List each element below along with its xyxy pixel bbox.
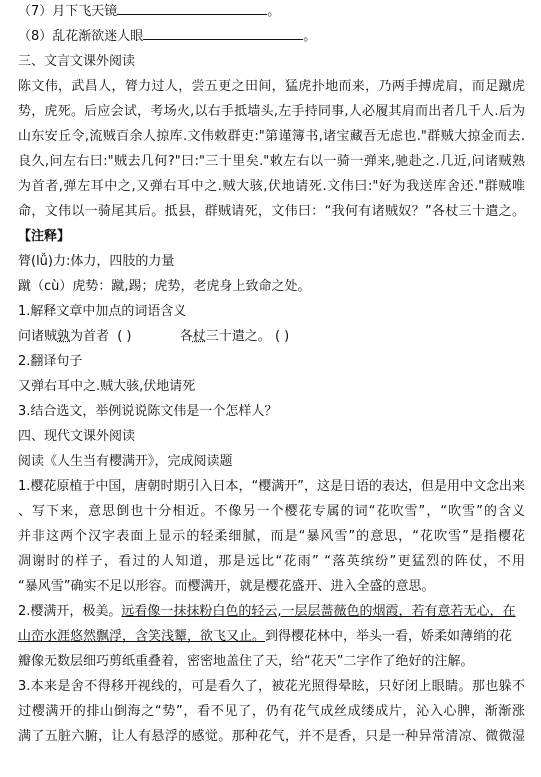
q1-b-dotted-word: 杖 — [192, 329, 206, 344]
section-3-heading: 三、文言文课外阅读 — [18, 54, 136, 69]
passage-line-5: 为首者,弹左耳中之,又弹右耳中之.贼大骇,伏地请死.文伟曰:"好为我送库舍还."群贼唯 — [18, 179, 525, 194]
notes-heading: 【注释】 — [18, 229, 71, 244]
p2-suffix: 到得樱花林中，举头一看，娇柔如薄绡的花 — [265, 629, 513, 644]
p1-line-5: “暴风雪”确实不足以形容。而樱满开，就是樱花盛开、进入全盛的意思。 — [18, 579, 435, 594]
q1-a-dotted-word: 孰 — [57, 329, 71, 344]
question-2-title: 2.翻译句子 — [18, 354, 83, 369]
p2-underlined-1: 远看像一抹抹粉白色的轻云,一层层蔷薇色的烟霞，若有意若无心，在 — [121, 604, 516, 619]
p1-line-1: 1.樱花原植于中国，唐朝时期引入日本，“樱满开”，这是日语的表达，但是用中文念出来 — [18, 479, 525, 494]
q1-b-answer-paren[interactable]: ( ) — [274, 329, 290, 344]
note-1: 膂(lǚ)力:体力，四肢的力量 — [18, 254, 175, 269]
section-4-heading: 四、现代文课外阅读 — [18, 429, 136, 444]
q1-a-prefix: 问诸贼 — [18, 329, 58, 344]
passage-line-3: 山东安丘令,流贼百余人掠库.文伟敕群吏:"第谨簿书,诸宝藏吾无虑也."群贼大掠金而去. — [18, 129, 525, 144]
p1-line-3: 并非这两个汉字表面上显示的轻柔细腻，而是“暴风雪”的意思，“花吹雪”是指樱花 — [18, 529, 525, 544]
passage-line-1: 陈文伟，武昌人，膂力过人，尝五更之田间，猛虎扑地而来，乃两手搏虎肩，而足蹴虎 — [18, 79, 525, 94]
passage-line-4: 良久,问左右曰:"贼去几何?"曰:"三十里矣."敕左右以一骑一弹来,驰赴之.几近,问诸贼熟 — [18, 154, 525, 169]
p2-line-2 — [18, 627, 525, 647]
q1-a-answer-paren[interactable]: ( ) — [117, 329, 132, 344]
p1-line-4: 凋谢时的样子，看过的人知道，那是远比“花雨” “落英缤纷”更猛烈的阵仗，不用 — [18, 554, 525, 569]
p2-line-1 — [18, 602, 525, 622]
answer-blank-7[interactable] — [117, 2, 267, 15]
p3-line-2: 过樱满开的排山倒海之“势”，看不见了，仍有花气成丝成缕成片，沁入心脾，渐渐涨 — [18, 704, 525, 719]
p2-underlined-2: 山峦水涯悠然飘浮，含笑浅颦，欲飞又止。 — [18, 629, 266, 644]
section-4-intro: 阅读《人生当有樱满开》，完成阅读题 — [18, 454, 233, 469]
question-7-end: 。 — [267, 4, 281, 19]
fill-blank-7 — [18, 2, 525, 22]
question-8-end: 。 — [303, 29, 317, 44]
p3-line-1: 3.本来是舍不得移开视线的，可是看久了，被花光照得晕眩，只好闭上眼睛。那也躲不 — [18, 679, 525, 694]
answer-blank-8[interactable] — [143, 27, 303, 40]
question-1-items — [18, 327, 525, 347]
p3-line-3: 满了五脏六腑，让人有悬浮的感觉。那种花气，并不是香，只是一种异常清凉、微微湿 — [18, 729, 525, 744]
question-7-text: （7）月下飞天镜 — [18, 4, 118, 19]
question-8-text: （8）乱花渐欲迷人眼 — [18, 29, 144, 44]
p2-prefix: 2.樱满开，极美。 — [18, 604, 122, 619]
q1-b-suffix: 三十遣之。 — [205, 329, 271, 344]
question-2-sentence: 又弹右耳中之.贼大骇,伏地请死 — [18, 379, 196, 394]
question-3-title: 3.结合选文，举例说说陈文伟是一个怎样人？ — [18, 404, 278, 419]
p2-line-3: 瓣像无数层细巧剪纸重叠着，密密地盖住了天，给“花天”二字作了绝好的注解。 — [18, 654, 474, 669]
question-1-title: 1.解释文章中加点的词语含义 — [18, 304, 187, 319]
passage-line-2: 势，虎死。后应会试，考场火,以右手抵墙头,左手持同事,人必履其肩而出者几千人.后为 — [18, 104, 525, 119]
q1-a-suffix: 为首者 — [70, 329, 110, 344]
fill-blank-8 — [18, 27, 525, 47]
q1-b-prefix: 各 — [179, 329, 193, 344]
p1-line-2: 、写下来，意思倒也十分相近。不像另一个樱花专属的词“花吹雪”，“吹雪”的含义 — [18, 504, 525, 519]
passage-line-6: 命，文伟以一骑尾其后。抵县，群贼请死，文伟曰：“我何有诸贼奴？”各杖三十遣之。 — [18, 204, 525, 219]
note-2: 蹴（cù）虎势：蹴,踢；虎势，老虎身上致命之处。 — [18, 279, 311, 294]
